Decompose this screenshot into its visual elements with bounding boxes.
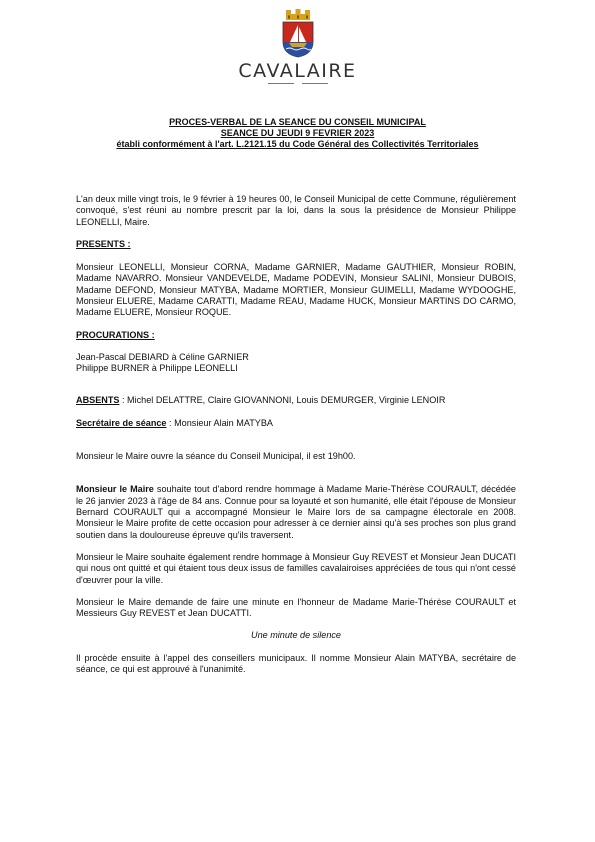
- opening-paragraph: Monsieur le Maire ouvre la séance du Conseil Municipal, il est 19h00.: [76, 451, 356, 462]
- secretaire-name: : Monsieur Alain MATYBA: [166, 417, 273, 428]
- presents-heading: PRESENTS :: [76, 238, 131, 249]
- absents-paragraph: [76, 395, 516, 406]
- secretaire-heading: Secrétaire de séance: [76, 417, 167, 428]
- brand-underline: [0, 83, 595, 84]
- procurations-heading: PROCURATIONS :: [76, 329, 155, 340]
- intro-paragraph: L'an deux mille vingt trois, le 9 février à 19 heures 00, le Conseil Municipal de cette Commune, régulièrement convoqué, s'est réuni au nombre prescrit par la loi, dans la sous la présidence de Monsieur Philippe LEONELLI, Maire.: [76, 194, 516, 227]
- presents-list: Monsieur LEONELLI, Monsieur CORNA, Madame GARNIER, Madame GAUTHIER, Monsieur ROBIN, Madame NAVARRO. Monsieur VANDEVELDE, Madame PODEVIN, Monsieur SALINI, Monsieur DUBOIS, Madame DEFOND, Monsieur MATYBA, Madame MORTIER, Monsieur GUIMELLI, Madame WYDOOGHE, Monsieur ELUERE, Madame CARATTI, Madame REAU, Madame HUCK, Monsieur MARTINS DO CARMO, Madame ELUERE, Monsieur ROQUE.: [76, 262, 516, 318]
- absents-heading: ABSENTS: [76, 394, 120, 405]
- document-titles: [0, 117, 595, 150]
- minute-request-paragraph: Monsieur le Maire demande de faire une minute en l'honneur de Madame Marie-Thérèse COURAULT et Messieurs Guy REVEST et Jean DUCATTI.: [76, 596, 516, 619]
- hommage-text: souhaite tout d'abord rendre hommage à Madame Marie-Thérèse COURAULT, décédée le 26 janvier 2023 à l'âge de 84 ans. Connue pour sa loyauté et son humanité, elle était l'épouse de Monsieur Bernard COURAULT qui a accompagné Monsieur le Maire lors de sa campagne électorale en 2008. Monsieur le Maire profite de cette occasion pour adresser à ce dernier ainsi qu'à ses proches son plus grand soutien dans la douloureuse épreuve qu'ils traversent.: [76, 484, 516, 540]
- secretaire-paragraph: [76, 418, 516, 429]
- hommage-paragraph-1: [76, 484, 516, 540]
- minute-silence: Une minute de silence: [251, 630, 341, 641]
- brand-name: CAVALAIRE: [238, 60, 357, 82]
- hommage-paragraph-2: Monsieur le Maire souhaite également rendre hommage à Monsieur Guy REVEST et Monsieur Jean DUCATI qui nous ont quitté et qui étaient tous deux issus de familles cavalairoises appréciées de tous qui n'ont cessé d'œuvrer pour la ville.: [76, 551, 516, 585]
- appel-paragraph: Il procède ensuite à l'appel des conseillers municipaux. Il nomme Monsieur Alain MATYBA, secrétaire de séance, ce qui est approuvé à l'unanimité.: [76, 652, 516, 675]
- procuration-1: Jean-Pascal DEBIARD à Céline GARNIER: [76, 351, 249, 362]
- hommage-subject: Monsieur le Maire: [76, 484, 154, 495]
- document-body: [76, 194, 516, 675]
- header-logo: [0, 8, 595, 84]
- procuration-2: Philippe BURNER à Philippe LEONELLI: [76, 363, 238, 374]
- title-line-1: PROCES-VERBAL DE LA SEANCE DU CONSEIL MUNICIPAL: [169, 117, 426, 127]
- title-line-3: établi conformément à l'art. L.2121.15 du Code Général des Collectivités Territoriales: [116, 139, 479, 149]
- city-crest-icon: [281, 8, 315, 58]
- title-line-2: SEANCE DU JEUDI 9 FEVRIER 2023: [220, 128, 375, 138]
- absents-list: : Michel DELATTRE, Claire GIOVANNONI, Louis DEMURGER, Virginie LENOIR: [119, 394, 446, 405]
